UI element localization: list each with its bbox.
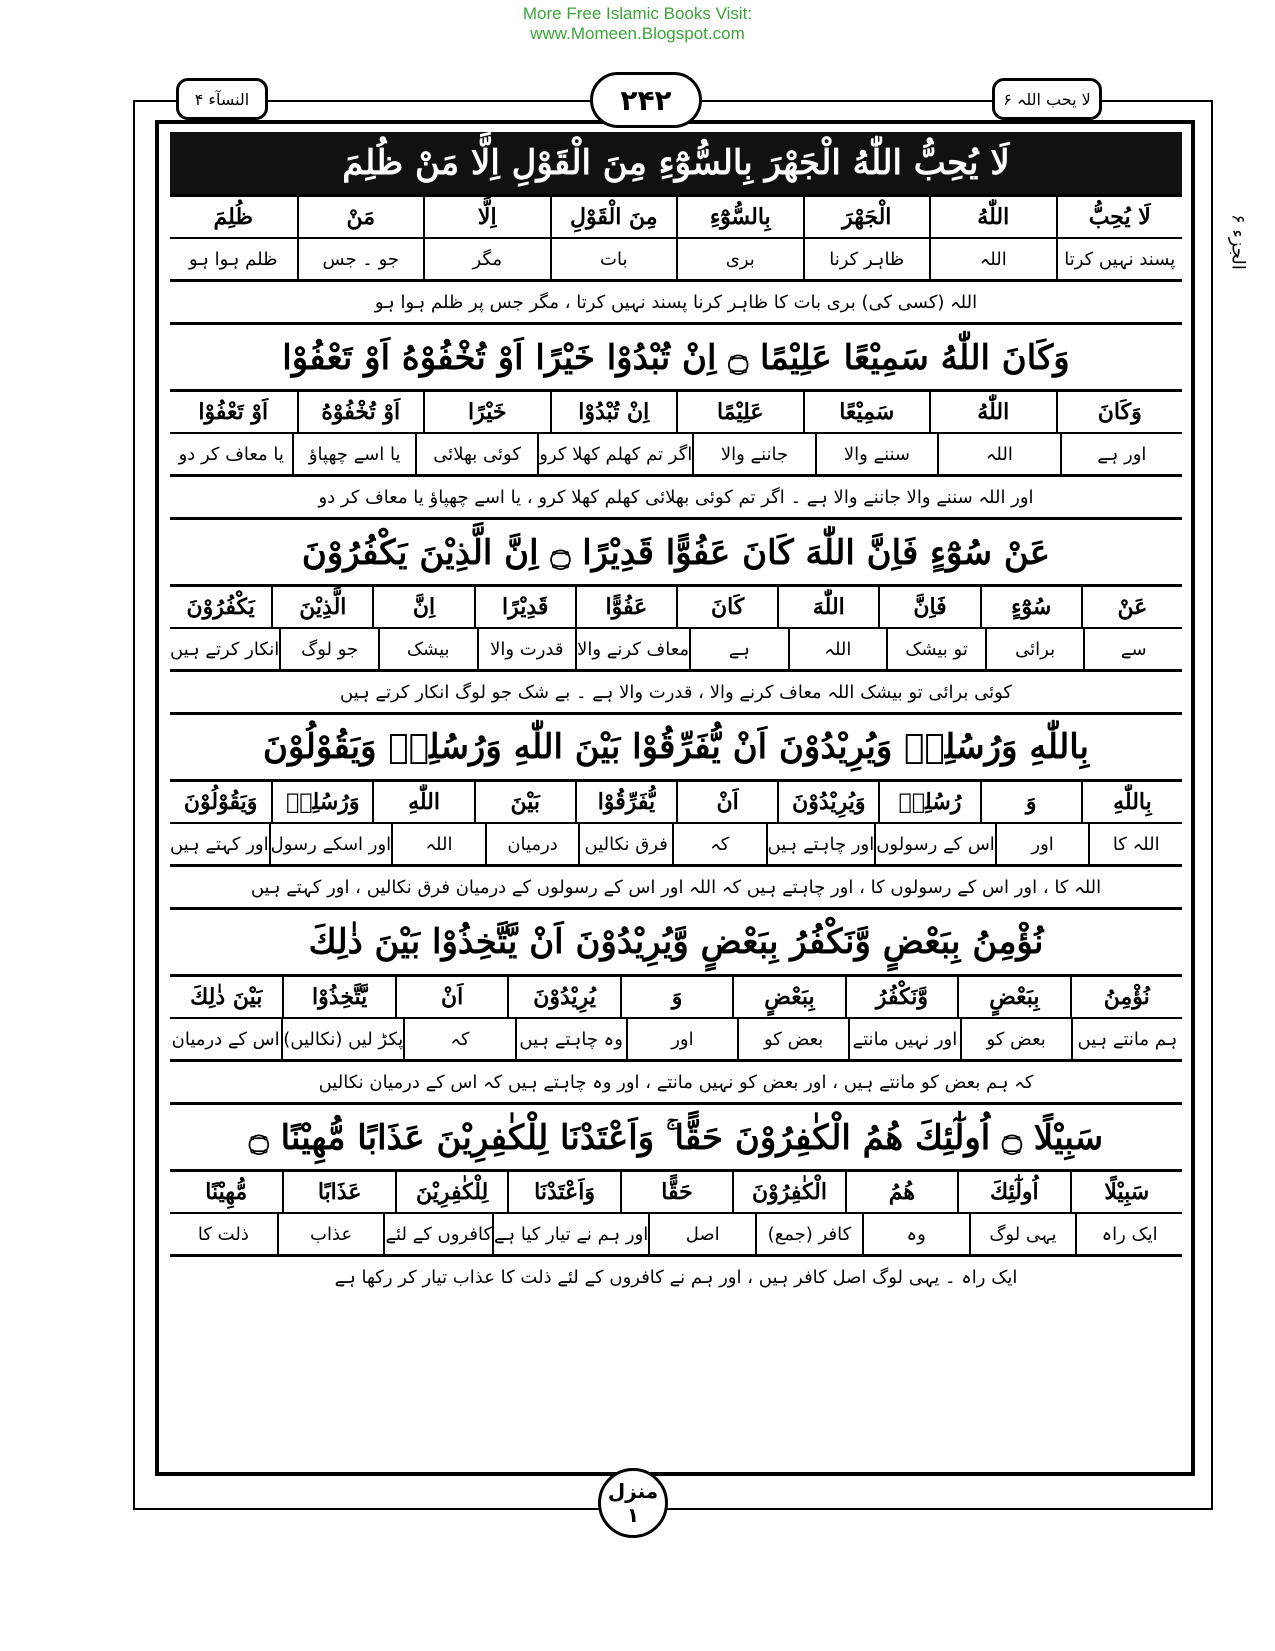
urdu-meaning: وہ <box>862 1214 969 1254</box>
arabic-word: اَوْ تُخْفُوْهُ <box>297 392 424 432</box>
arabic-word: اُولٰٓئِكَ <box>957 1172 1069 1212</box>
arabic-word: مَنْ <box>297 197 424 237</box>
urdu-translation: اللہ (کسی کی) بری بات کا ظاہر کرنا پسند نہیں کرتا ، مگر جس پر ظلم ہوا ہو <box>170 279 1182 322</box>
urdu-meaning: اصل <box>648 1214 755 1254</box>
urdu-meaning: ہے <box>689 629 788 669</box>
urdu-meaning: اللہ <box>788 629 887 669</box>
urdu-meaning: ایک راہ <box>1075 1214 1182 1254</box>
verse-block <box>170 1102 1182 1297</box>
word-row <box>170 779 1182 822</box>
urdu-translation: کہ ہم بعض کو مانتے ہیں ، اور بعض کو نہیں مانتے ، اور وہ چاہتے ہیں کہ اس کے درمیان نکالیں <box>170 1059 1182 1102</box>
arabic-word: الْجَهْرَ <box>803 197 930 237</box>
urdu-meaning: ذلت کا <box>197 1223 249 1245</box>
arabic-word: اللّٰهِ <box>372 782 473 822</box>
arabic-word: لِلْكٰفِرِيْنَ <box>395 1172 507 1212</box>
urdu-meaning: اور <box>626 1019 737 1059</box>
urdu-meaning: اور کہتے ہیں <box>170 833 269 855</box>
urdu-meaning: عذاب <box>277 1214 384 1254</box>
arabic-word: فَاِنَّ <box>878 587 979 627</box>
urdu-meaning: اللہ <box>937 434 1059 474</box>
arabic-word: بِبَعْضٍ <box>957 977 1069 1017</box>
urdu-meaning: کہ <box>403 1019 514 1059</box>
urdu-meaning: قدرت والا <box>477 629 576 669</box>
urdu-meaning: معاف کرنے والا <box>575 629 689 669</box>
urdu-meaning: کافر (جمع) <box>755 1214 862 1254</box>
urdu-meaning: بعض کو <box>960 1019 1071 1059</box>
urdu-meaning: اس کے درمیان <box>171 1028 280 1050</box>
urdu-meaning: اور نہیں مانتے <box>848 1019 959 1059</box>
urdu-meaning: بعض کو <box>737 1019 848 1059</box>
meaning-row <box>170 237 1182 279</box>
verse-block <box>170 517 1182 712</box>
arabic-word: اَوْ تَعْفُوْا <box>198 399 269 425</box>
arabic-word: خَيْرًا <box>423 392 550 432</box>
urdu-meaning: وہ چاہتے ہیں <box>515 1019 626 1059</box>
arabic-word: رُسُلِهٖ <box>878 782 979 822</box>
meaning-row <box>170 627 1182 669</box>
arabic-word: سَمِيْعًا <box>803 392 930 432</box>
arabic-word: كَانَ <box>676 587 777 627</box>
arabic-word: عَذَابًا <box>282 1172 394 1212</box>
arabic-word: بِاللّٰهِ <box>1081 782 1182 822</box>
arabic-word: سُوْٓءٍ <box>980 587 1081 627</box>
arabic-word: عَفُوًّا <box>575 587 676 627</box>
arabic-word: اِلَّا <box>423 197 550 237</box>
urdu-meaning: کافروں کے لئے <box>383 1214 492 1254</box>
promo-line-1: More Free Islamic Books Visit: <box>522 4 753 23</box>
arabic-word: بِالسُّوْٓءِ <box>676 197 803 237</box>
arabic-word: ظُلِمَ <box>213 204 253 230</box>
arabic-word: قَدِيْرًا <box>474 587 575 627</box>
arabic-word: بِبَعْضٍ <box>732 977 844 1017</box>
arabic-word: اللّٰهُ <box>929 392 1056 432</box>
arabic-word: اَنْ <box>676 782 777 822</box>
urdu-meaning: فرق نکالیں <box>578 824 672 864</box>
urdu-meaning: اور اسکے رسول <box>269 824 392 864</box>
surah-name-label: النسآء ۴ <box>176 78 268 120</box>
urdu-meaning: اس کے رسولوں <box>874 824 995 864</box>
urdu-translation: اللہ کا ، اور اس کے رسولوں کا ، اور چاہتے ہیں کہ اللہ اور اس کے رسولوں کے درمیان فرق نکالیں ، اور کہتے ہیں <box>170 864 1182 907</box>
arabic-word: عَنْ <box>1081 587 1182 627</box>
urdu-meaning: درمیان <box>485 824 579 864</box>
arabic-verse: وَكَانَ اللّٰهُ سَمِيْعًا عَلِيْمًا ۝ اِنْ تُبْدُوْا خَيْرًا اَوْ تُخْفُوْهُ اَوْ تَعْفُوْا <box>170 322 1182 389</box>
arabic-verse: سَبِيْلًا ۝ اُولٰٓئِكَ هُمُ الْكٰفِرُوْنَ حَقًّا ۚ وَاَعْتَدْنَا لِلْكٰفِرِيْنَ عَذَابًا مُّهِيْنًا ۝ <box>170 1102 1182 1169</box>
promo-link[interactable]: www.Momeen.Blogspot.com <box>530 24 745 43</box>
urdu-meaning: اللہ <box>391 824 485 864</box>
urdu-meaning: اور چاہتے ہیں <box>766 824 875 864</box>
verse-block <box>170 132 1182 322</box>
meaning-row <box>170 822 1182 864</box>
page-number: ۲۴۲ <box>590 72 702 128</box>
urdu-meaning: ظاہر کرنا <box>803 239 930 279</box>
urdu-meaning: برائی <box>985 629 1084 669</box>
urdu-meaning: بری <box>676 239 803 279</box>
urdu-translation: ایک راہ ۔ یہی لوگ اصل کافر ہیں ، اور ہم نے کافروں کے لئے ذلت کا عذاب تیار کر رکھا ہے <box>170 1254 1182 1297</box>
arabic-word: هُمُ <box>845 1172 957 1212</box>
urdu-meaning: تو بیشک <box>886 629 985 669</box>
urdu-meaning: اور ہم نے تیار کیا ہے <box>492 1214 648 1254</box>
meaning-row <box>170 432 1182 474</box>
arabic-verse: بِاللّٰهِ وَرُسُلِهٖ وَيُرِيْدُوْنَ اَنْ يُّفَرِّقُوْا بَيْنَ اللّٰهِ وَرُسُلِهٖ وَيَقُوْلُوْنَ <box>170 712 1182 779</box>
urdu-meaning: اور <box>995 824 1089 864</box>
promo-banner <box>0 4 1275 44</box>
para-name-label: لا یحب اللہ ۶ <box>992 78 1102 120</box>
arabic-word: اِنَّ <box>372 587 473 627</box>
arabic-word: بَيْنَ <box>474 782 575 822</box>
urdu-meaning: یا معاف کر دو <box>178 443 284 465</box>
urdu-meaning: جو ۔ جس <box>297 239 424 279</box>
arabic-word: مُّهِيْنًا <box>205 1179 248 1205</box>
arabic-word: يَكْفُرُوْنَ <box>186 594 255 620</box>
arabic-word: اللّٰهُ <box>929 197 1056 237</box>
arabic-word: وَيُرِيْدُوْنَ <box>777 782 878 822</box>
arabic-word: وَرُسُلِهٖ <box>271 782 372 822</box>
arabic-word: وَ <box>620 977 732 1017</box>
arabic-verse: لَا يُحِبُّ اللّٰهُ الْجَهْرَ بِالسُّوْٓءِ مِنَ الْقَوْلِ اِلَّا مَنْ ظُلِمَ <box>170 132 1182 194</box>
manzil-label: منزل <box>607 1479 659 1503</box>
verse-block <box>170 322 1182 517</box>
arabic-word: الْكٰفِرُوْنَ <box>732 1172 844 1212</box>
arabic-word: لَا يُحِبُّ <box>1056 197 1183 237</box>
arabic-word: اِنْ تُبْدُوْا <box>550 392 677 432</box>
arabic-word: حَقًّا <box>620 1172 732 1212</box>
urdu-meaning: پکڑ لیں (نکالیں) <box>281 1019 403 1059</box>
verse-block <box>170 907 1182 1102</box>
urdu-meaning: سے <box>1083 629 1182 669</box>
arabic-word: وَيَقُوْلُوْنَ <box>183 789 258 815</box>
urdu-meaning: مگر <box>423 239 550 279</box>
meaning-row <box>170 1017 1182 1059</box>
urdu-meaning: یا اسے چھپاؤ <box>292 434 414 474</box>
arabic-word: مِنَ الْقَوْلِ <box>550 197 677 237</box>
arabic-word: وَ <box>980 782 1081 822</box>
urdu-meaning: جو لوگ <box>279 629 378 669</box>
manzil-badge <box>598 1468 668 1538</box>
urdu-meaning: ہم مانتے ہیں <box>1071 1019 1182 1059</box>
arabic-word: اَنْ <box>395 977 507 1017</box>
word-row <box>170 389 1182 432</box>
verse-block <box>170 712 1182 907</box>
arabic-word: سَبِيْلًا <box>1070 1172 1182 1212</box>
urdu-meaning: سننے والا <box>815 434 937 474</box>
arabic-word: وَّنَكْفُرُ <box>845 977 957 1017</box>
arabic-word: يَّتَّخِذُوْا <box>282 977 394 1017</box>
urdu-meaning: اگر تم کھلم کھلا کرو <box>537 434 692 474</box>
arabic-word: الَّذِيْنَ <box>271 587 372 627</box>
urdu-meaning: اور ہے <box>1060 434 1182 474</box>
word-row <box>170 584 1182 627</box>
arabic-word: بَيْنَ ذٰلِكَ <box>190 984 263 1010</box>
arabic-word: اللّٰهَ <box>777 587 878 627</box>
urdu-meaning: بات <box>550 239 677 279</box>
urdu-meaning: جاننے والا <box>692 434 814 474</box>
urdu-meaning: پسند نہیں کرتا <box>1056 239 1183 279</box>
arabic-verse: عَنْ سُوْٓءٍ فَاِنَّ اللّٰهَ كَانَ عَفُوًّا قَدِيْرًا ۝ اِنَّ الَّذِيْنَ يَكْفُرُوْنَ <box>170 517 1182 584</box>
urdu-meaning: اللہ <box>929 239 1056 279</box>
word-row <box>170 974 1182 1017</box>
urdu-meaning: اللہ کا <box>1088 824 1182 864</box>
urdu-translation: اور اللہ سننے والا جاننے والا ہے ۔ اگر تم کوئی بھلائی کھلم کھلا کرو ، یا اسے چھپاؤ یا معاف کر دو <box>170 474 1182 517</box>
urdu-meaning: بیشک <box>378 629 477 669</box>
word-row <box>170 1169 1182 1212</box>
arabic-word: يُّفَرِّقُوْا <box>575 782 676 822</box>
urdu-meaning: انکار کرتے ہیں <box>170 638 280 660</box>
manzil-number: ۱ <box>626 1503 640 1527</box>
urdu-meaning: ظلم ہوا ہو <box>189 248 278 270</box>
word-row <box>170 194 1182 237</box>
arabic-verse: نُؤْمِنُ بِبَعْضٍ وَّنَكْفُرُ بِبَعْضٍ وَّيُرِيْدُوْنَ اَنْ يَّتَّخِذُوْا بَيْنَ ذٰلِكَ <box>170 907 1182 974</box>
arabic-word: يُرِيْدُوْنَ <box>507 977 619 1017</box>
juz-side-label: الجزء ۶ <box>1227 214 1249 270</box>
urdu-meaning: کہ <box>672 824 766 864</box>
arabic-word: وَكَانَ <box>1056 392 1183 432</box>
arabic-word: وَاَعْتَدْنَا <box>507 1172 619 1212</box>
arabic-word: عَلِيْمًا <box>676 392 803 432</box>
urdu-translation: کوئی برائی تو بیشک اللہ معاف کرنے والا ، قدرت والا ہے ۔ بے شک جو لوگ انکار کرتے ہیں <box>170 669 1182 712</box>
quran-content <box>170 132 1182 1462</box>
urdu-meaning: کوئی بھلائی <box>415 434 537 474</box>
meaning-row <box>170 1212 1182 1254</box>
arabic-word: نُؤْمِنُ <box>1070 977 1182 1017</box>
urdu-meaning: یہی لوگ <box>969 1214 1076 1254</box>
